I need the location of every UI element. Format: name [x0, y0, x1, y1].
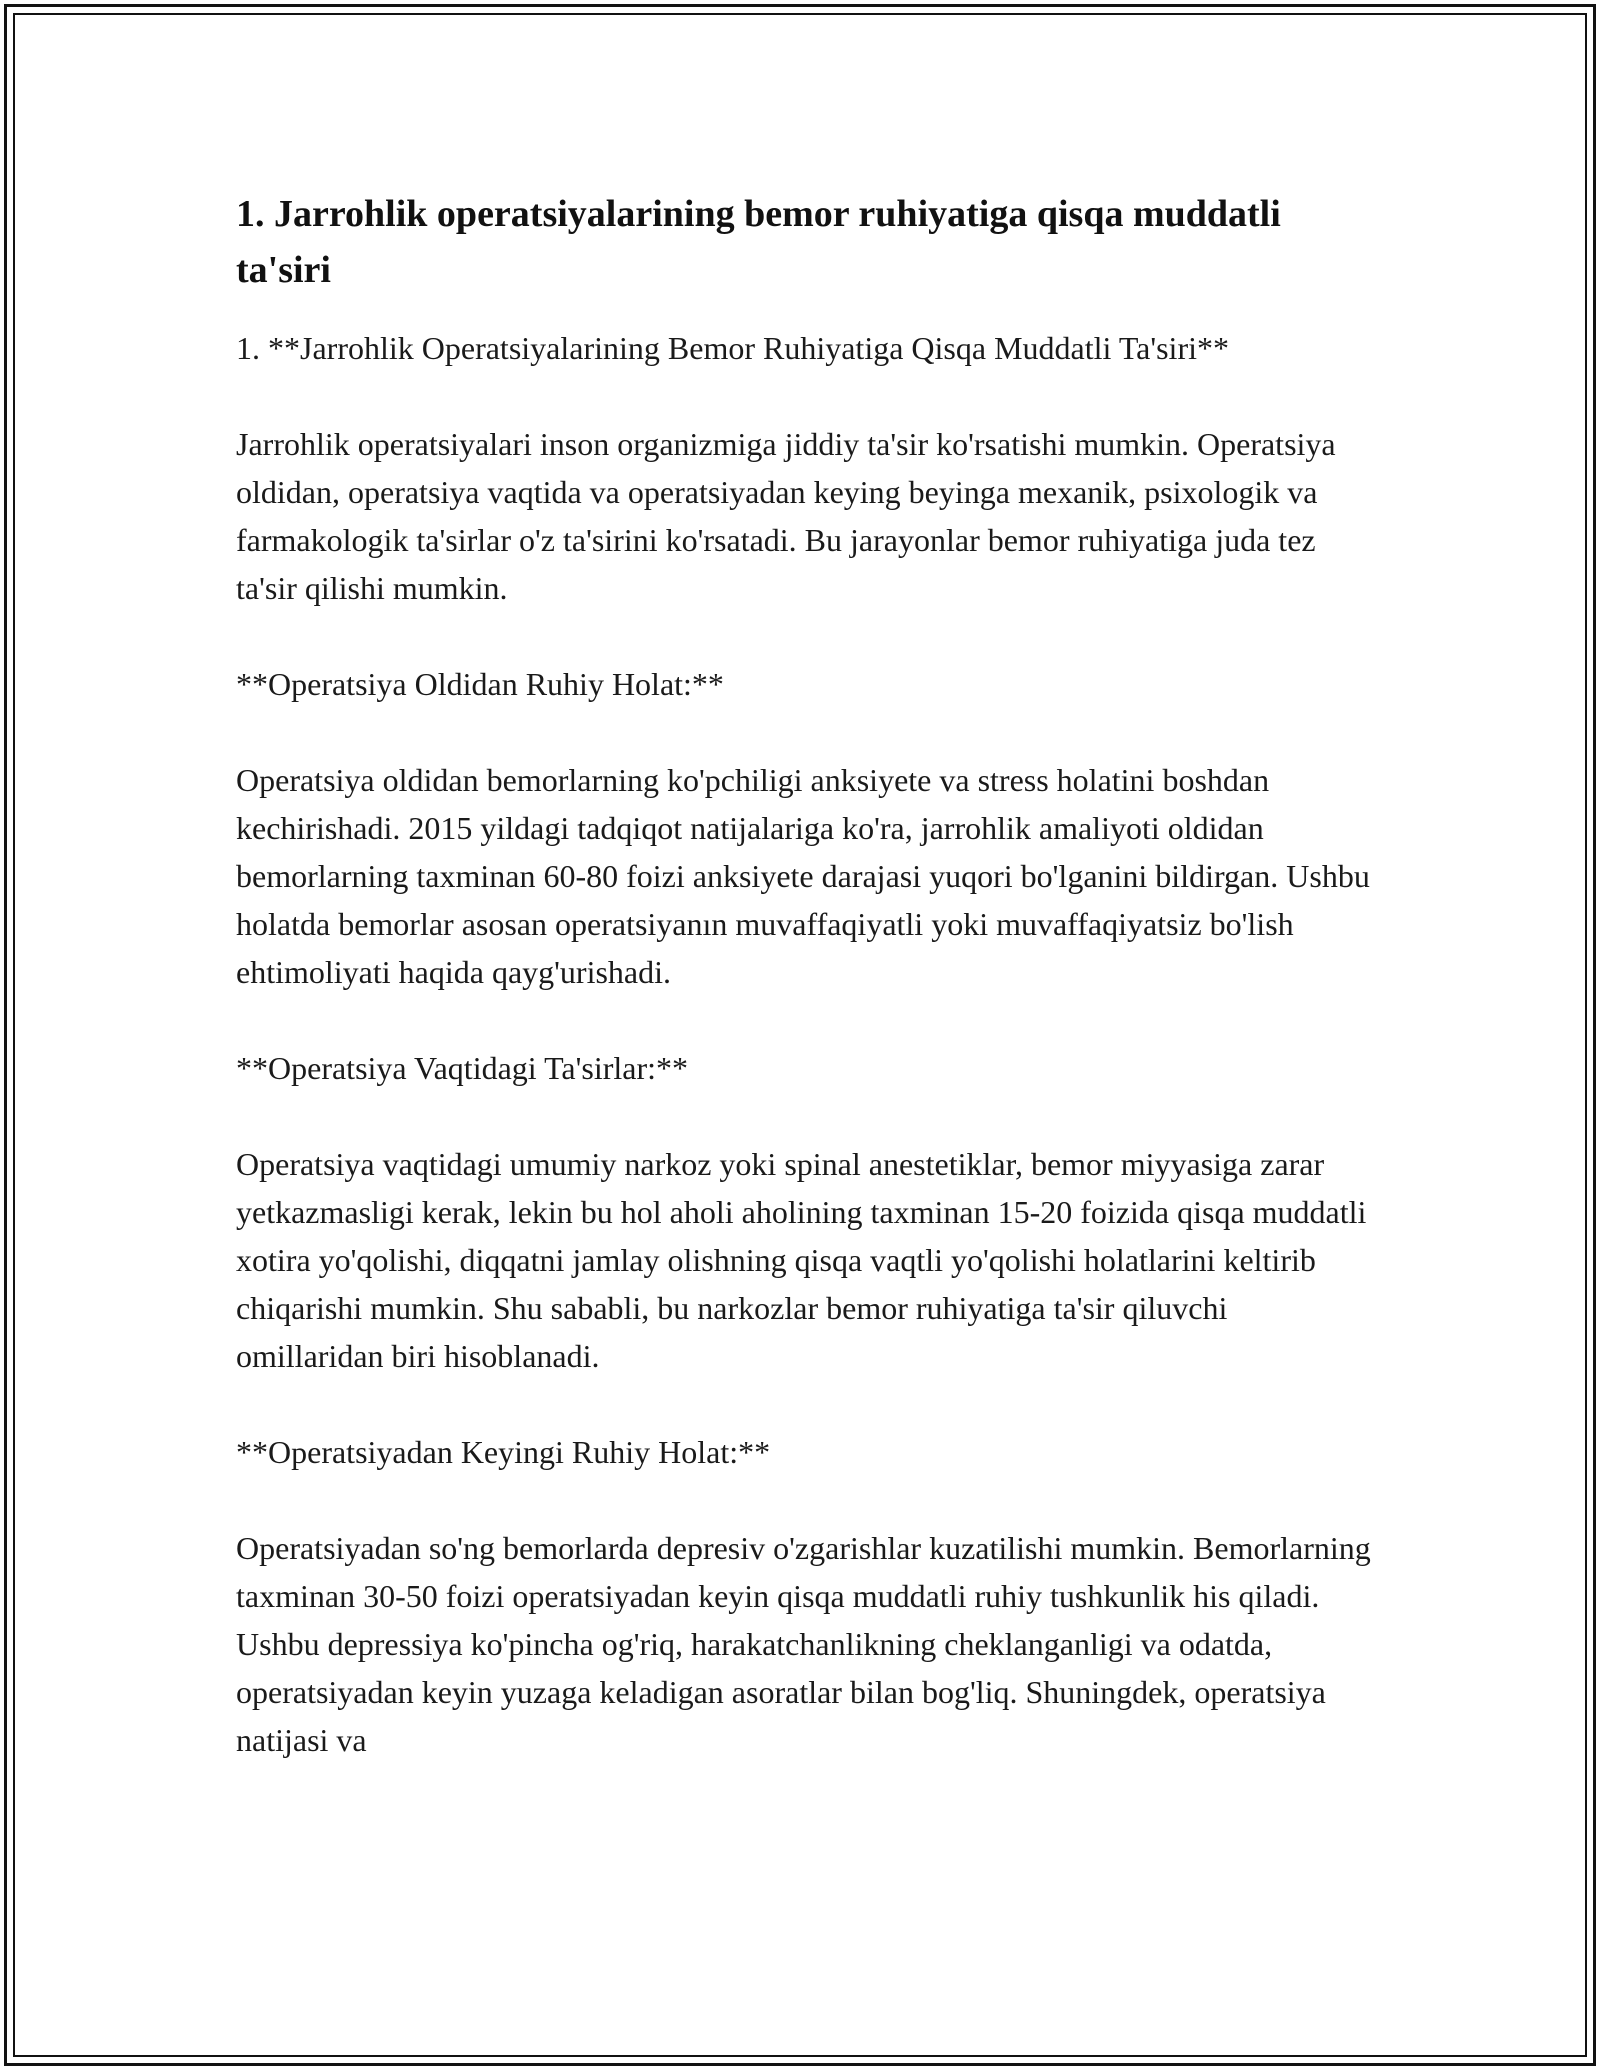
section-heading-paragraph: 1. **Jarrohlik Operatsiyalarining Bemor Ruhiyatiga Qisqa Muddatli Ta'siri** [236, 330, 1229, 366]
document-title: 1. Jarrohlik operatsiyalarining bemor ruhiyatiga qisqa muddatli ta'siri [236, 193, 1281, 291]
pre-op-paragraph: Operatsiya oldidan bemorlarning ko'pchiligi anksiyete va stress holatini boshdan kechirishadi. 2015 yildagi tadqiqot natijalariga ko'ra, jarrohlik amaliyoti oldidan bemorlarning taxminan 60-80 foizi anksiyete darajasi yuqori bo'lganini bildirgan. Ushbu holatda bemorlar asosan operatsiyanın muvaffaqiyatli yoki muvaffaqiyatsiz bo'lish ehtimoliyati haqida qayg'urishadi. [236, 762, 1370, 990]
document-body [236, 186, 1376, 1812]
intra-op-paragraph: Operatsiya vaqtidagi umumiy narkoz yoki spinal anestetiklar, bemor miyyasiga zarar yetkazmasligi kerak, lekin bu hol aholi aholining taxminan 15-20 foizida qisqa muddatli xotira yo'qolishi, diqqatni jamlay olishning qisqa vaqtli yo'qolishi holatlarini keltirib chiqarishi mumkin. Shu sababli, bu narkozlar bemor ruhiyatiga ta'sir qiluvchi omillaridan biri hisoblanadi. [236, 1146, 1367, 1374]
section-label-pre-op: **Operatsiya Oldidan Ruhiy Holat:** [236, 666, 724, 702]
section-label-intra-op: **Operatsiya Vaqtidagi Ta'sirlar:** [236, 1050, 689, 1086]
intro-paragraph: Jarrohlik operatsiyalari inson organizmiga jiddiy ta'sir ko'rsatishi mumkin. Operatsiya oldidan, operatsiya vaqtida va operatsiyadan keying beyinga mexanik, psixologik va farmakologik ta'sirlar o'z ta'sirini ko'rsatadi. Bu jarayonlar bemor ruhiyatiga juda tez ta'sir qilishi mumkin. [236, 426, 1336, 606]
post-op-paragraph: Operatsiyadan so'ng bemorlarda depresiv o'zgarishlar kuzatilishi mumkin. Bemorlarning taxminan 30-50 foizi operatsiyadan keyin qisqa muddatli ruhiy tushkunlik his qiladi. Ushbu depressiya ko'pincha og'riq, harakatchanlikning cheklanganligi va odatda, operatsiyadan keyin yuzaga keladigan asoratlar bilan bog'liq. Shuningdek, operatsiya natijasi va [236, 1530, 1371, 1758]
section-label-post-op: **Operatsiyadan Keyingi Ruhiy Holat:** [236, 1434, 771, 1470]
